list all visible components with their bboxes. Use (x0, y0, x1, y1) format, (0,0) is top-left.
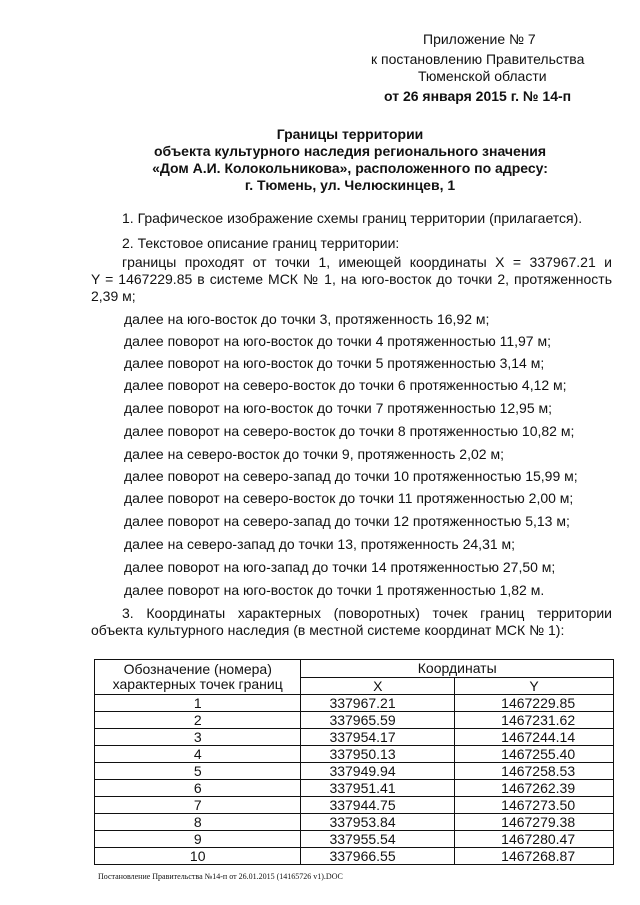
boundary-line: далее на северо-запад до точки 13, протяженность 24,31 м; (124, 536, 516, 552)
para1-line2: Y = 1467229.85 в системе МСК № 1, на юго-восток до точки 2, протяженность (91, 271, 612, 287)
coordinates-table (94, 659, 614, 865)
para1-line1: границы проходят от точки 1, имеющей координаты X = 337967.21 и (122, 254, 612, 270)
boundary-line: далее поворот на северо-восток до точки 11 протяженностью 2,00 м; (124, 490, 574, 506)
points-header-line1: Обозначение (номера) (123, 661, 272, 677)
title-line-4: г. Тюмень, ул. Челюскинцев, 1 (244, 177, 456, 193)
table-row (95, 797, 614, 814)
item-1: 1. Графическое изображение схемы границ территории (прилагается). (122, 210, 583, 226)
y-value: 1467255.40 (455, 746, 614, 763)
boundary-line: далее поворот на северо-запад до точки 10 протяженностью 15,99 м; (124, 468, 578, 484)
item-3-line1: 3. Координаты характерных (поворотных) точек границ территории (122, 605, 612, 621)
x-value: 337953.84 (301, 814, 455, 831)
y-value: 1467231.62 (455, 712, 614, 729)
boundary-line: далее поворот на юго-восток до точки 5 протяженностью 3,14 м; (124, 355, 545, 371)
table-row (95, 695, 614, 712)
x-value: 337967.21 (301, 695, 455, 712)
y-value: 1467273.50 (455, 797, 614, 814)
table-row (95, 763, 614, 780)
point-number: 1 (95, 695, 301, 712)
point-number: 7 (95, 797, 301, 814)
item-3-line2: объекта культурного наследия (в местной системе координат МСК № 1): (91, 622, 565, 638)
table-row (95, 814, 614, 831)
boundary-line: далее поворот на северо-запад до точки 12 протяженностью 5,13 м; (124, 513, 570, 529)
title-line-2: объекта культурного наследия регионального значения (153, 143, 547, 159)
boundary-line: далее на северо-восток до точки 9, протяженность 2,02 м; (124, 446, 504, 462)
region-line: Тюменской области (418, 68, 547, 84)
points-header (95, 660, 301, 695)
point-number: 6 (95, 780, 301, 797)
table-header-row (95, 660, 614, 678)
point-number: 9 (95, 831, 301, 848)
table-row (95, 780, 614, 797)
y-value: 1467244.14 (455, 729, 614, 746)
appendix-label: Приложение № 7 (423, 31, 536, 47)
boundary-line: далее на юго-восток до точки 3, протяженность 16,92 м; (124, 311, 490, 327)
boundary-line: далее поворот на юго-восток до точки 4 протяженностью 11,97 м; (124, 333, 551, 349)
x-value: 337954.17 (301, 729, 455, 746)
boundary-line: далее поворот на северо-восток до точки 6 протяженностью 4,12 м; (124, 377, 567, 393)
y-value: 1467229.85 (455, 695, 614, 712)
x-value: 337966.55 (301, 848, 455, 865)
x-value: 337944.75 (301, 797, 455, 814)
y-value: 1467262.39 (455, 780, 614, 797)
para1-line3: 2,39 м; (91, 288, 136, 304)
point-number: 3 (95, 729, 301, 746)
boundary-line: далее поворот на юго-восток до точки 1 протяженностью 1,82 м. (124, 582, 545, 598)
boundary-line: далее поворот на юго-восток до точки 7 протяженностью 12,95 м; (124, 400, 553, 416)
coordinates-header: Координаты (301, 660, 614, 678)
table-row (95, 848, 614, 865)
x-header: X (301, 677, 455, 695)
x-value: 337950.13 (301, 746, 455, 763)
points-header-line2: характерных точек границ (112, 676, 283, 692)
point-number: 8 (95, 814, 301, 831)
item-2: 2. Текстовое описание границ территории: (122, 235, 400, 251)
x-value: 337949.94 (301, 763, 455, 780)
title-line-1: Границы территории (276, 126, 424, 142)
table-row (95, 831, 614, 848)
x-value: 337955.54 (301, 831, 455, 848)
x-value: 337951.41 (301, 780, 455, 797)
point-number: 5 (95, 763, 301, 780)
boundary-line: далее поворот на юго-запад до точки 14 протяженностью 27,50 м; (124, 559, 556, 575)
y-value: 1467258.53 (455, 763, 614, 780)
date-line: от 26 января 2015 г. № 14-п (384, 88, 572, 104)
y-value: 1467268.87 (455, 848, 614, 865)
table-row (95, 746, 614, 763)
boundary-line: далее поворот на северо-восток до точки 8 протяженностью 10,82 м; (124, 423, 575, 439)
document-footer: Постановление Правительства №14-п от 26.01.2015 (14165726 v1).DOC (98, 872, 343, 881)
point-number: 2 (95, 712, 301, 729)
y-value: 1467279.38 (455, 814, 614, 831)
x-value: 337965.59 (301, 712, 455, 729)
point-number: 10 (95, 848, 301, 865)
title-line-3: «Дом А.И. Колокольникова», расположенного по адресу: (152, 160, 548, 176)
table-row (95, 712, 614, 729)
y-value: 1467280.47 (455, 831, 614, 848)
table-row (95, 729, 614, 746)
resolution-line: к постановлению Правительства (371, 51, 585, 67)
y-header: Y (455, 677, 614, 695)
point-number: 4 (95, 746, 301, 763)
